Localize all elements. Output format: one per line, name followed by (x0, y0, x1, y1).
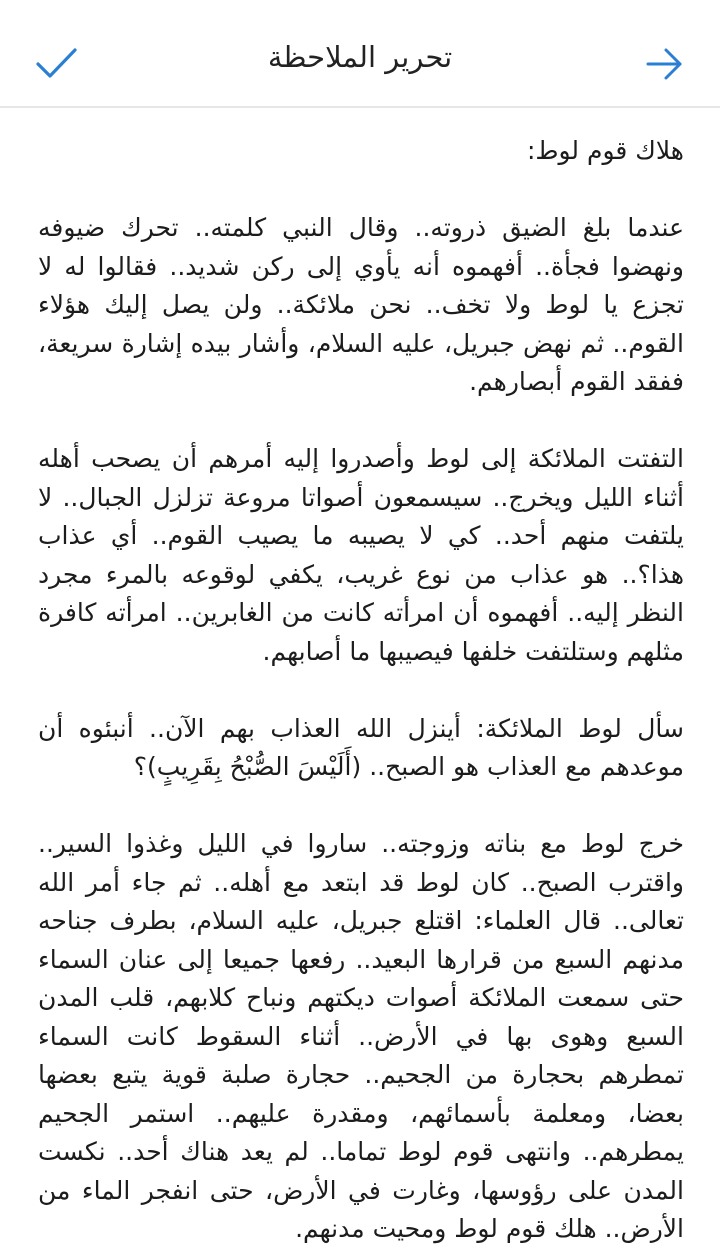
note-paragraph-2: التفتت الملائكة إلى لوط وأصدروا إليه أمرهم أن يصحب أهله أثناء الليل ويخرج.. سيسمعون أصواتا مروعة تزلزل الجبال.. لا يلتفت منهم أحد.. كي لا يصيبه ما يصيب القوم.. أي عذاب هذا؟.. هو عذاب من نوع غريب، يكفي لوقوعه بالمرء مجرد النظر إليه.. أفهموه أن امرأته كانت من الغابرين.. امرأته كافرة مثلهم وستلتفت خلفها فيصيبها ما أصابهم. (38, 444, 684, 666)
top-bar (0, 0, 720, 108)
note-heading: هلاك قوم لوط: (526, 136, 684, 165)
note-editor[interactable] (38, 132, 684, 1249)
paragraph-gap (38, 671, 684, 710)
note-paragraph-1: عندما بلغ الضيق ذروته.. وقال النبي كلمته.. تحرك ضيوفه ونهضوا فجأة.. أفهموه أنه يأوي إلى ركن شديد.. فقالوا له لا تجزع يا لوط ولا تخف.. نحن ملائكة.. ولن يصل إليك هؤلاء القوم.. ثم نهض جبريل، عليه السلام، وأشار بيده إشارة سريعة، ففقد القوم أبصارهم. (38, 213, 684, 396)
note-paragraph-4: خرج لوط مع بناته وزوجته.. ساروا في الليل وغذوا السير.. واقترب الصبح.. كان لوط قد ابتعد مع أهله.. ثم جاء أمر الله تعالى.. قال العلماء: اقتلع جبريل، عليه السلام، بطرف جناحه مدنهم السبع من قرارها البعيد.. رفعها جميعا إلى عنان السماء حتى سمعت الملائكة أصوات ديكتهم ونباح كلابهم، قلب المدن السبع وهوى بها في الأرض.. أثناء السقوط كانت السماء تمطرهم بحجارة من الجحيم.. حجارة صلبة قوية يتبع بعضها بعضا، ومعلمة بأسمائهم، ومقدرة عليهم.. استمر الجحيم يمطرهم.. وانتهى قوم لوط تماما.. لم يعد هناك أحد.. نكست المدن على رؤوسها، وغارت في الأرض، حتى انفجر الماء من الأرض.. هلك قوم لوط ومحيت مدنهم. (38, 829, 684, 1243)
paragraph-gap (38, 402, 684, 441)
arrow-right-icon (642, 42, 686, 86)
paragraph-gap (38, 787, 684, 826)
note-paragraph-3: سأل لوط الملائكة: أينزل الله العذاب بهم الآن.. أنبئوه أن موعدهم مع العذاب هو الصبح.. (أَلَيْسَ الصُّبْحُ بِقَرِيبٍ)؟ (38, 713, 684, 781)
page-title: تحرير الملاحظة (267, 40, 453, 74)
forward-button[interactable] (636, 36, 692, 92)
paragraph-gap (38, 171, 684, 210)
